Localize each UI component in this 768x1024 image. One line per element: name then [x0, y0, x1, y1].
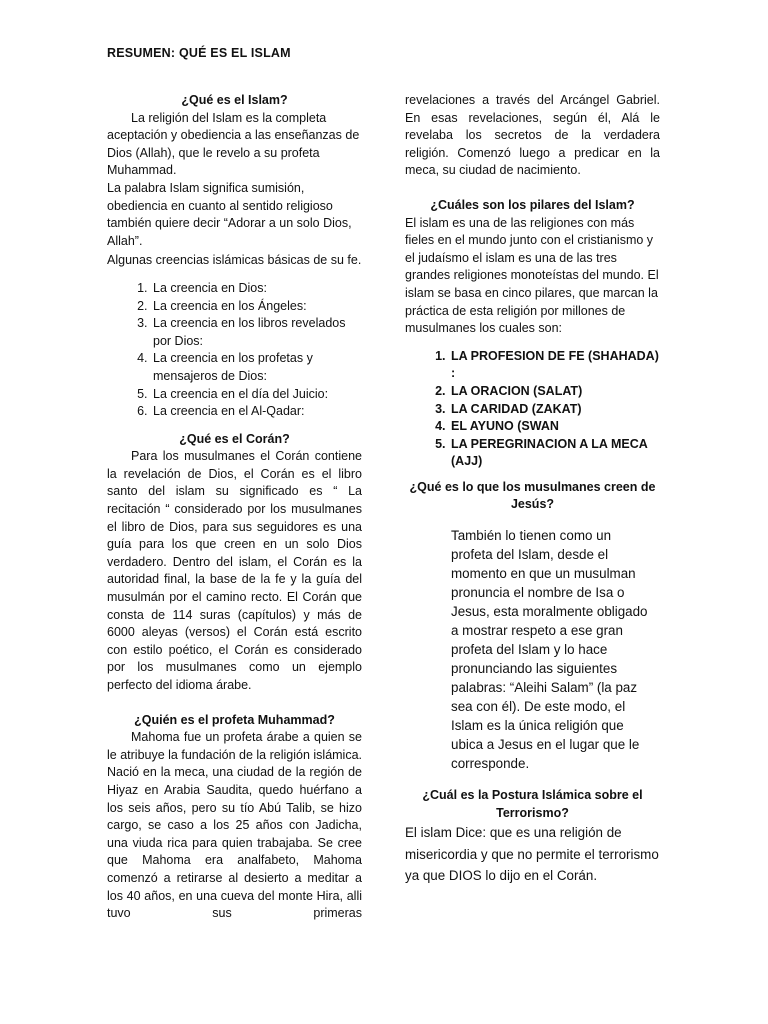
beliefs-list [107, 280, 362, 421]
paragraph-terrorismo: El islam Dice: que es una religión de misericordia y que no permite el terrorismo ya que DIOS lo dijo en el Corán. [405, 825, 659, 884]
heading-que-es-coran: ¿Qué es el Corán? [179, 431, 290, 446]
pillar-item: 5. LA PEREGRINACION A LA MECA (AJJ) [449, 436, 660, 471]
heading-pilares-islam: ¿Cuáles son los pilares del Islam? [430, 197, 635, 212]
belief-item: 4. La creencia en los profetas y mensajeros de Dios: [151, 350, 362, 385]
document-title: RESUMEN: QUÉ ES EL ISLAM [107, 46, 291, 60]
belief-item: 6. La creencia en el Al-Qadar: [151, 403, 362, 421]
paragraph-pilares-intro: El islam es una de las religiones con más fieles en el mundo junto con el cristianismo y el judaísmo el islam es una de las tres grandes religiones monoteístas del mundo. El islam se basa en cinco pilares, que marcan la práctica de esta religión por millones de musulmanes los cuales son: [405, 215, 659, 336]
heading-que-es-islam: ¿Qué es el Islam? [181, 93, 288, 107]
left-column [107, 92, 362, 923]
paragraph-revelaciones: revelaciones a través del Arcángel Gabriel. En esas revelaciones, según él, Alá le revelaba los secretos de la verdadera religión. Comenzó luego a predicar en la meca, su ciudad de nacimiento. [405, 93, 660, 178]
paragraph-beliefs-intro: Algunas creencias islámicas básicas de su fe. [107, 253, 362, 268]
right-column [405, 92, 660, 887]
belief-item: 3. La creencia en los libros revelados por Dios: [151, 315, 362, 350]
paragraph-jesus: También lo tienen como un profeta del Islam, desde el momento en que un musulman pronuncia el nombre de Isa o Jesus, esta moralmente obligado a mostrar respeto a ese gran profeta del Islam y lo hace pronunciando las siguientes palabras: “Aleihi Salam” (la paz sea con él). De este modo, el Islam es la única religión que ubica a Jesus en el lugar que le corresponde. [451, 528, 648, 772]
belief-item: 1. La creencia en Dios: [151, 280, 362, 298]
pillar-item: 2. LA ORACION (SALAT) [449, 383, 660, 401]
pillar-item: 1. LA PROFESION DE FE (SHAHADA) : [449, 348, 660, 383]
paragraph-muhammad: Mahoma fue un profeta árabe a quien se le atribuye la fundación de la religión islámica. Nació en la meca, una ciudad de la región de Hiyaz en Arabia Saudita, quedo huérfano a los seis años, pero su tío Abú Talib, se hizo cargo, se caso a los 25 años con Jadicha, una viuda rica para quien trabajaba. Se cree que Mahoma era analfabeto, Mahoma comenzó a retirarse al desierto a meditar a los 40 años, en una cueva del monte Hira, alli tuvo sus primeras [107, 730, 363, 921]
paragraph-islam-definition: La religión del Islam es la completa aceptación y obediencia a las enseñanzas de Dios (Allah), que le revelo a su profeta Muhammad. [107, 110, 360, 178]
heading-terrorismo: ¿Cuál es la Postura Islámica sobre el Terrorismo? [422, 788, 643, 820]
pillar-item: 4. EL AYUNO (SWAN [449, 418, 660, 436]
pillar-item: 3. LA CARIDAD (ZAKAT) [449, 401, 660, 419]
paragraph-coran: Para los musulmanes el Corán contiene la revelación de Dios, el Corán es el libro santo del islam su significado es “ La recitación “ considerado por los musulmanes el libro de Dios, para sus seguidores es una guía para los que creen en un solo Dios verdadero. Dentro del islam, el Corán es la autoridad final, la base de la fe y la guía del musulmán por el camino recto. El Corán que consta de 114 suras (capítulos) y más de 6000 aleyas (versos) el Corán está escrito con estilo poético, el Corán es considerado por los musulmanes como un ejemplo perfecto del idioma árabe. [107, 449, 362, 692]
heading-profeta-muhammad: ¿Quién es el profeta Muhammad? [134, 712, 335, 727]
belief-item: 2. La creencia en los Ángeles: [151, 298, 362, 316]
paragraph-islam-meaning: La palabra Islam significa sumisión, obediencia en cuanto al sentido religioso también quiere decir “Adorar a un solo Dios, Allah”. [107, 180, 352, 248]
pillars-list [405, 348, 660, 471]
heading-jesus: ¿Qué es lo que los musulmanes creen de Jesús? [409, 479, 656, 512]
belief-item: 5. La creencia en el día del Juicio: [151, 386, 362, 404]
